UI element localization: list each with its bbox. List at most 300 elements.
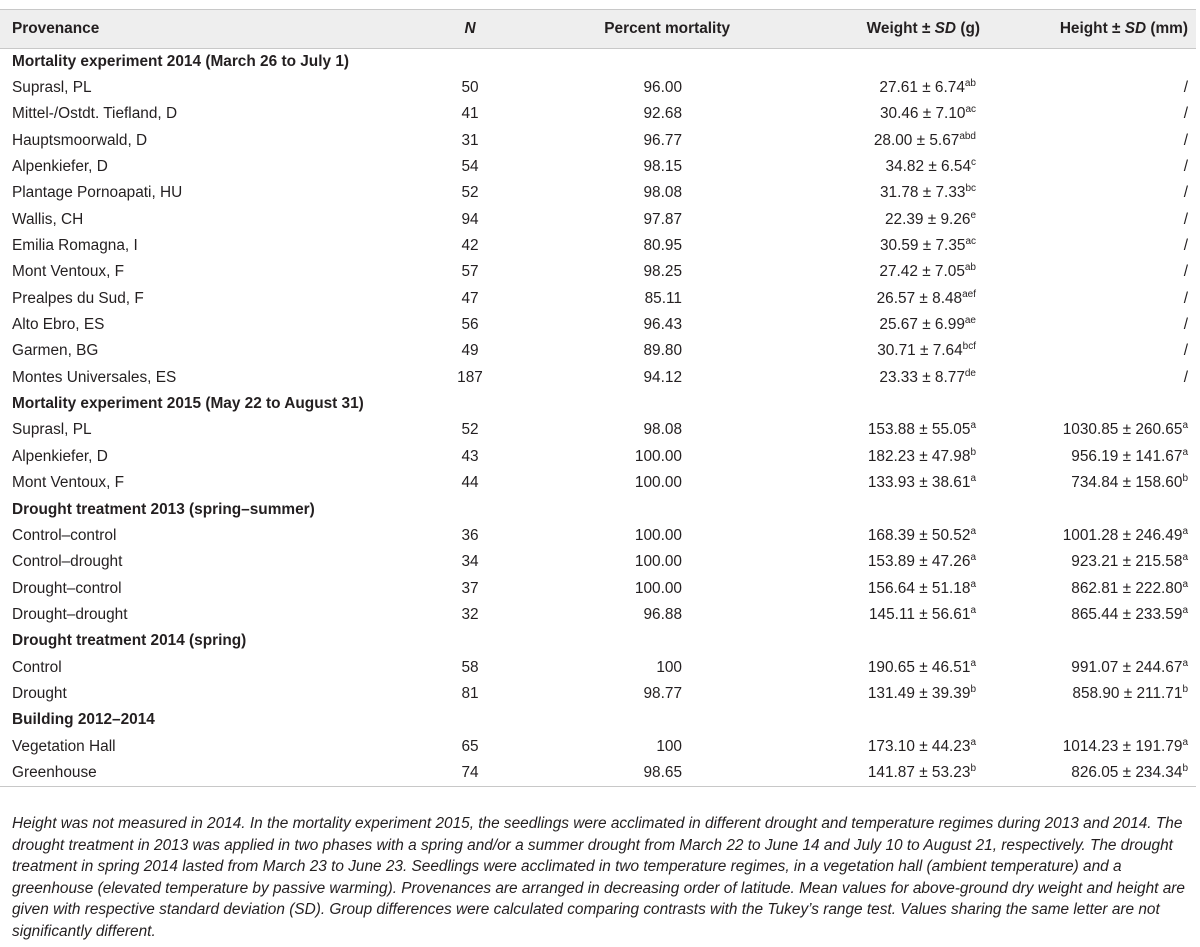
significance-letter: b [1182, 683, 1188, 695]
cell-n [400, 101, 540, 127]
significance-letter: a [970, 604, 976, 616]
significance-letter: e [970, 209, 976, 221]
cell-percent-mortality-value: 96.00 [643, 79, 682, 97]
cell-provenance-value: Drought [12, 684, 67, 702]
significance-letter: a [1182, 552, 1188, 564]
header-weight: Weight ± SD (g) [866, 20, 980, 37]
cell-provenance-value: Hauptsmoorwald, D [12, 131, 148, 149]
cell-n [400, 523, 540, 549]
cell-n-value: 57 [461, 263, 479, 281]
significance-letter: a [1182, 657, 1188, 669]
cell-n [400, 602, 540, 628]
significance-letter: ab [964, 262, 976, 274]
cell-n [400, 681, 540, 707]
section-title: Drought treatment 2013 (spring–summer) [12, 500, 315, 518]
cell-weight [790, 444, 1000, 470]
cell-height [1000, 286, 1196, 312]
cell-n-value: 81 [461, 684, 479, 702]
header-percent-mortality: Percent mortality [604, 20, 730, 37]
cell-n-value: 44 [461, 474, 479, 492]
cell-percent-mortality-value: 100.00 [634, 553, 682, 571]
cell-height-value: / [1183, 289, 1188, 307]
table-row [0, 602, 1196, 628]
cell-weight [790, 365, 1000, 391]
cell-height [1000, 681, 1196, 707]
cell-n [400, 365, 540, 391]
cell-height [1000, 207, 1196, 233]
significance-letter: a [970, 525, 976, 537]
cell-n-value: 65 [461, 737, 479, 755]
table-row [0, 207, 1196, 233]
cell-height-value: 1001.28 ± 246.49 [1062, 526, 1183, 544]
significance-letter: ac [965, 104, 976, 116]
cell-n-value: 37 [461, 579, 479, 597]
table-row [0, 180, 1196, 206]
cell-percent-mortality-value: 85.11 [644, 289, 682, 307]
cell-n [400, 75, 540, 101]
cell-provenance-value: Wallis, CH [12, 210, 84, 228]
cell-provenance [0, 365, 400, 391]
cell-height-value: / [1183, 210, 1188, 228]
table-row [0, 128, 1196, 154]
table-row [0, 417, 1196, 443]
cell-percent-mortality [540, 75, 790, 101]
significance-letter: bcf [962, 341, 976, 353]
table-row [0, 312, 1196, 338]
cell-percent-mortality-value: 98.08 [643, 421, 682, 439]
cell-weight-value: 30.46 ± 7.10 [879, 105, 966, 123]
cell-weight-value: 153.89 ± 47.26 [867, 553, 971, 571]
cell-percent-mortality [540, 180, 790, 206]
cell-weight [790, 733, 1000, 759]
cell-percent-mortality [540, 733, 790, 759]
significance-letter: de [964, 367, 976, 379]
table-footnote: Height was not measured in 2014. In the mortality experiment 2015, the seedlings were acclimated in different drought and temperature regimes during 2013 and 2014. The drought treatment in 2013 was applied in two phases with a spring and/or a summer drought from March 22 to June 14 and July 10 to August 21, respectively. The drought treatment in spring 2014 lasted from March 23 to June 23. Seedlings were acclimated in two temperature regimes, in a vegetation hall (ambient temperature) and a greenhouse (elevated temperature by passive warming). Provenances are arranged in decreasing order of latitude. Mean values for above-ground dry weight and height are given with respective standard deviation (SD). Group differences were calculated comparing contrasts with the Tukey’s range test. Values sharing the same letter are not significantly different. [12, 815, 1185, 940]
cell-height-value: 991.07 ± 244.67 [1071, 658, 1183, 676]
cell-percent-mortality [540, 312, 790, 338]
significance-letter: a [970, 552, 976, 564]
cell-height-value: / [1183, 79, 1188, 97]
cell-height [1000, 101, 1196, 127]
cell-n [400, 338, 540, 364]
cell-weight-value: 23.33 ± 8.77 [879, 368, 965, 386]
cell-percent-mortality-value: 96.77 [643, 131, 682, 149]
cell-n-value: 36 [461, 526, 479, 544]
significance-letter: c [971, 157, 976, 169]
cell-n [400, 286, 540, 312]
cell-provenance [0, 575, 400, 601]
cell-height-value: / [1183, 316, 1188, 334]
cell-percent-mortality-value: 100 [656, 658, 682, 676]
cell-provenance-value: Alto Ebro, ES [12, 316, 105, 334]
cell-weight [790, 575, 1000, 601]
significance-letter: ae [964, 315, 976, 327]
cell-n-value: 94 [461, 210, 479, 228]
cell-percent-mortality-value: 100.00 [634, 447, 682, 465]
significance-letter: a [1182, 736, 1188, 748]
significance-letter: aef [962, 288, 976, 300]
cell-provenance [0, 259, 400, 285]
cell-n-value: 50 [461, 79, 479, 97]
cell-provenance [0, 312, 400, 338]
cell-percent-mortality [540, 470, 790, 496]
cell-n-value: 42 [461, 237, 479, 255]
cell-height [1000, 602, 1196, 628]
cell-weight-value: 173.10 ± 44.23 [867, 737, 971, 755]
cell-provenance [0, 338, 400, 364]
header-n: N [464, 20, 476, 37]
cell-provenance-value: Control–control [12, 526, 117, 544]
cell-provenance-value: Garmen, BG [12, 342, 99, 360]
cell-weight [790, 233, 1000, 259]
cell-height-value: 956.19 ± 141.67 [1071, 447, 1183, 465]
section-title: Mortality experiment 2014 (March 26 to July 1) [12, 52, 350, 70]
table-row [0, 733, 1196, 759]
cell-percent-mortality [540, 338, 790, 364]
cell-percent-mortality-value: 80.95 [643, 237, 682, 255]
table-row [0, 233, 1196, 259]
cell-height [1000, 417, 1196, 443]
cell-provenance-value: Mont Ventoux, F [12, 263, 125, 281]
cell-n [400, 233, 540, 259]
significance-letter: a [970, 578, 976, 590]
table-row [0, 654, 1196, 680]
cell-height [1000, 233, 1196, 259]
table-row [0, 760, 1196, 786]
cell-provenance-value: Drought–drought [12, 605, 128, 623]
cell-height-value: / [1183, 237, 1188, 255]
section-title: Drought treatment 2014 (spring) [12, 632, 247, 650]
cell-weight-value: 27.42 ± 7.05 [879, 263, 965, 281]
cell-n [400, 180, 540, 206]
cell-height-value: 923.21 ± 215.58 [1071, 553, 1183, 571]
cell-percent-mortality-value: 89.80 [643, 342, 682, 360]
cell-provenance-value: Prealpes du Sud, F [12, 289, 144, 307]
cell-n [400, 654, 540, 680]
cell-weight-value: 168.39 ± 50.52 [867, 526, 971, 544]
cell-weight [790, 523, 1000, 549]
cell-weight [790, 75, 1000, 101]
table-body [0, 49, 1196, 787]
cell-provenance-value: Greenhouse [12, 763, 97, 781]
section-header-row [0, 628, 1196, 654]
cell-n [400, 470, 540, 496]
cell-weight [790, 417, 1000, 443]
cell-height [1000, 444, 1196, 470]
section-title: Building 2012–2014 [12, 711, 155, 729]
significance-letter: a [970, 420, 976, 432]
significance-letter: ac [965, 236, 976, 248]
table-row [0, 286, 1196, 312]
cell-provenance-value: Suprasl, PL [12, 421, 92, 439]
cell-provenance [0, 128, 400, 154]
section-header-row [0, 391, 1196, 417]
cell-height-value: / [1183, 184, 1188, 202]
cell-provenance [0, 470, 400, 496]
table-row [0, 75, 1196, 101]
cell-percent-mortality-value: 96.88 [643, 605, 682, 623]
cell-height [1000, 128, 1196, 154]
cell-percent-mortality-value: 100.00 [634, 579, 682, 597]
cell-height-value: / [1183, 158, 1188, 176]
table-row [0, 681, 1196, 707]
cell-percent-mortality [540, 523, 790, 549]
cell-percent-mortality [540, 259, 790, 285]
table-row [0, 338, 1196, 364]
cell-weight [790, 760, 1000, 786]
cell-provenance [0, 654, 400, 680]
cell-provenance-value: Alpenkiefer, D [12, 447, 108, 465]
table-row [0, 549, 1196, 575]
cell-percent-mortality-value: 94.12 [643, 368, 682, 386]
cell-height-value: / [1183, 131, 1188, 149]
cell-provenance [0, 681, 400, 707]
significance-letter: bc [965, 183, 976, 195]
cell-weight [790, 101, 1000, 127]
section-title: Mortality experiment 2015 (May 22 to August 31) [12, 395, 364, 413]
significance-letter: b [970, 762, 976, 774]
cell-percent-mortality-value: 98.25 [643, 263, 682, 281]
cell-height [1000, 654, 1196, 680]
cell-weight-value: 133.93 ± 38.61 [867, 474, 971, 492]
cell-provenance [0, 101, 400, 127]
cell-provenance [0, 602, 400, 628]
cell-n-value: 43 [461, 447, 479, 465]
cell-weight-value: 25.67 ± 6.99 [879, 316, 965, 334]
cell-height [1000, 760, 1196, 786]
cell-weight-value: 182.23 ± 47.98 [867, 447, 971, 465]
cell-provenance [0, 180, 400, 206]
cell-n-value: 74 [461, 763, 479, 781]
cell-height [1000, 154, 1196, 180]
cell-weight-value: 141.87 ± 53.23 [867, 763, 971, 781]
cell-weight-value: 153.88 ± 55.05 [867, 421, 971, 439]
cell-weight [790, 654, 1000, 680]
significance-letter: ab [964, 78, 976, 90]
significance-letter: a [1182, 446, 1188, 458]
cell-provenance [0, 417, 400, 443]
cell-n-value: 187 [457, 368, 483, 386]
significance-letter: b [970, 446, 976, 458]
cell-provenance [0, 286, 400, 312]
cell-percent-mortality-value: 100.00 [634, 526, 682, 544]
section-header-row [0, 49, 1196, 75]
cell-height-value: 858.90 ± 211.71 [1072, 684, 1183, 702]
cell-n [400, 207, 540, 233]
table-row [0, 154, 1196, 180]
cell-weight [790, 154, 1000, 180]
cell-provenance-value: Suprasl, PL [12, 79, 92, 97]
cell-height [1000, 180, 1196, 206]
cell-provenance-value: Mittel-/Ostdt. Tiefland, D [12, 105, 178, 123]
cell-percent-mortality [540, 417, 790, 443]
table-row [0, 523, 1196, 549]
cell-weight [790, 180, 1000, 206]
cell-percent-mortality-value: 100.00 [634, 474, 682, 492]
cell-n [400, 154, 540, 180]
significance-letter: abd [959, 130, 976, 142]
cell-height-value: 1030.85 ± 260.65 [1062, 421, 1183, 439]
section-header-row [0, 496, 1196, 522]
cell-percent-mortality-value: 96.43 [643, 316, 682, 334]
cell-n [400, 128, 540, 154]
cell-weight-value: 145.11 ± 56.61 [868, 605, 971, 623]
cell-height-value: 1014.23 ± 191.79 [1062, 737, 1183, 755]
significance-letter: a [970, 657, 976, 669]
cell-percent-mortality-value: 98.65 [643, 763, 682, 781]
cell-weight [790, 286, 1000, 312]
cell-height [1000, 75, 1196, 101]
cell-weight [790, 312, 1000, 338]
significance-letter: a [970, 473, 976, 485]
cell-percent-mortality [540, 101, 790, 127]
table-header-row [0, 10, 1196, 49]
cell-n-value: 52 [461, 421, 479, 439]
cell-n-value: 49 [461, 342, 479, 360]
cell-provenance [0, 444, 400, 470]
table-row [0, 575, 1196, 601]
cell-height [1000, 470, 1196, 496]
table-row [0, 444, 1196, 470]
cell-percent-mortality [540, 286, 790, 312]
cell-provenance [0, 733, 400, 759]
cell-percent-mortality [540, 207, 790, 233]
cell-n-value: 56 [461, 316, 479, 334]
cell-height [1000, 259, 1196, 285]
cell-percent-mortality [540, 444, 790, 470]
cell-n-value: 32 [461, 605, 479, 623]
cell-percent-mortality-value: 100 [656, 737, 682, 755]
cell-n [400, 417, 540, 443]
cell-height [1000, 549, 1196, 575]
table-row [0, 365, 1196, 391]
cell-n-value: 58 [461, 658, 479, 676]
cell-weight-value: 28.00 ± 5.67 [873, 131, 960, 149]
cell-n [400, 733, 540, 759]
cell-n-value: 47 [461, 289, 479, 307]
cell-weight-value: 27.61 ± 6.74 [879, 79, 965, 97]
cell-height-value: / [1183, 263, 1188, 281]
cell-percent-mortality-value: 97.87 [643, 210, 682, 228]
cell-percent-mortality [540, 233, 790, 259]
cell-weight-value: 156.64 ± 51.18 [867, 579, 971, 597]
cell-provenance [0, 75, 400, 101]
cell-height-value: 862.81 ± 222.80 [1071, 579, 1183, 597]
cell-provenance-value: Vegetation Hall [12, 737, 116, 755]
cell-weight-value: 131.49 ± 39.39 [867, 684, 971, 702]
cell-percent-mortality [540, 128, 790, 154]
cell-weight [790, 128, 1000, 154]
cell-provenance-value: Drought–control [12, 579, 122, 597]
cell-percent-mortality-value: 98.77 [643, 684, 682, 702]
cell-provenance [0, 233, 400, 259]
cell-n [400, 259, 540, 285]
cell-weight [790, 549, 1000, 575]
table-row [0, 259, 1196, 285]
cell-n [400, 444, 540, 470]
cell-percent-mortality [540, 654, 790, 680]
cell-height-value: / [1183, 342, 1188, 360]
cell-weight [790, 470, 1000, 496]
significance-letter: a [1182, 420, 1188, 432]
cell-provenance [0, 207, 400, 233]
cell-weight-value: 30.71 ± 7.64 [877, 342, 963, 360]
significance-letter: b [970, 683, 976, 695]
cell-n-value: 31 [461, 131, 479, 149]
cell-percent-mortality-value: 92.68 [643, 105, 682, 123]
cell-percent-mortality [540, 681, 790, 707]
cell-provenance-value: Mont Ventoux, F [12, 474, 125, 492]
cell-n [400, 760, 540, 786]
cell-provenance-value: Control–drought [12, 553, 123, 571]
cell-n-value: 52 [461, 184, 479, 202]
cell-provenance-value: Control [12, 658, 62, 676]
significance-letter: b [1182, 762, 1188, 774]
results-table [0, 9, 1196, 787]
cell-n-value: 41 [461, 105, 479, 123]
significance-letter: b [1182, 473, 1188, 485]
cell-weight-value: 31.78 ± 7.33 [879, 184, 966, 202]
cell-height [1000, 523, 1196, 549]
cell-height-value: / [1183, 368, 1188, 386]
cell-height [1000, 733, 1196, 759]
cell-height-value: 734.84 ± 158.60 [1071, 474, 1183, 492]
cell-percent-mortality [540, 760, 790, 786]
cell-n [400, 549, 540, 575]
cell-weight-value: 26.57 ± 8.48 [876, 289, 963, 307]
significance-letter: a [1182, 604, 1188, 616]
cell-weight-value: 22.39 ± 9.26 [884, 210, 971, 228]
cell-weight-value: 30.59 ± 7.35 [879, 237, 966, 255]
cell-provenance [0, 760, 400, 786]
cell-weight [790, 602, 1000, 628]
cell-provenance-value: Montes Universales, ES [12, 368, 177, 386]
cell-n [400, 312, 540, 338]
cell-provenance-value: Alpenkiefer, D [12, 158, 108, 176]
cell-provenance-value: Emilia Romagna, I [12, 237, 138, 255]
cell-weight-value: 34.82 ± 6.54 [885, 158, 971, 176]
table-row [0, 101, 1196, 127]
cell-provenance [0, 549, 400, 575]
cell-height [1000, 575, 1196, 601]
cell-provenance [0, 154, 400, 180]
cell-weight-value: 190.65 ± 46.51 [867, 658, 971, 676]
cell-provenance [0, 523, 400, 549]
cell-height-value: 826.05 ± 234.34 [1071, 763, 1183, 781]
cell-height [1000, 312, 1196, 338]
cell-weight [790, 681, 1000, 707]
cell-n-value: 34 [461, 553, 479, 571]
cell-percent-mortality-value: 98.08 [643, 184, 682, 202]
cell-height-value: 865.44 ± 233.59 [1071, 605, 1183, 623]
section-header-row [0, 707, 1196, 733]
cell-weight [790, 259, 1000, 285]
cell-percent-mortality [540, 365, 790, 391]
cell-percent-mortality [540, 575, 790, 601]
significance-letter: a [1182, 525, 1188, 537]
cell-weight [790, 207, 1000, 233]
cell-percent-mortality [540, 549, 790, 575]
significance-letter: a [970, 736, 976, 748]
cell-percent-mortality [540, 154, 790, 180]
cell-provenance-value: Plantage Pornoapati, HU [12, 184, 183, 202]
cell-n [400, 575, 540, 601]
table-row [0, 470, 1196, 496]
header-height: Height ± SD (mm) [1059, 20, 1188, 37]
header-provenance: Provenance [12, 20, 100, 37]
cell-height-value: / [1183, 105, 1188, 123]
cell-percent-mortality [540, 602, 790, 628]
